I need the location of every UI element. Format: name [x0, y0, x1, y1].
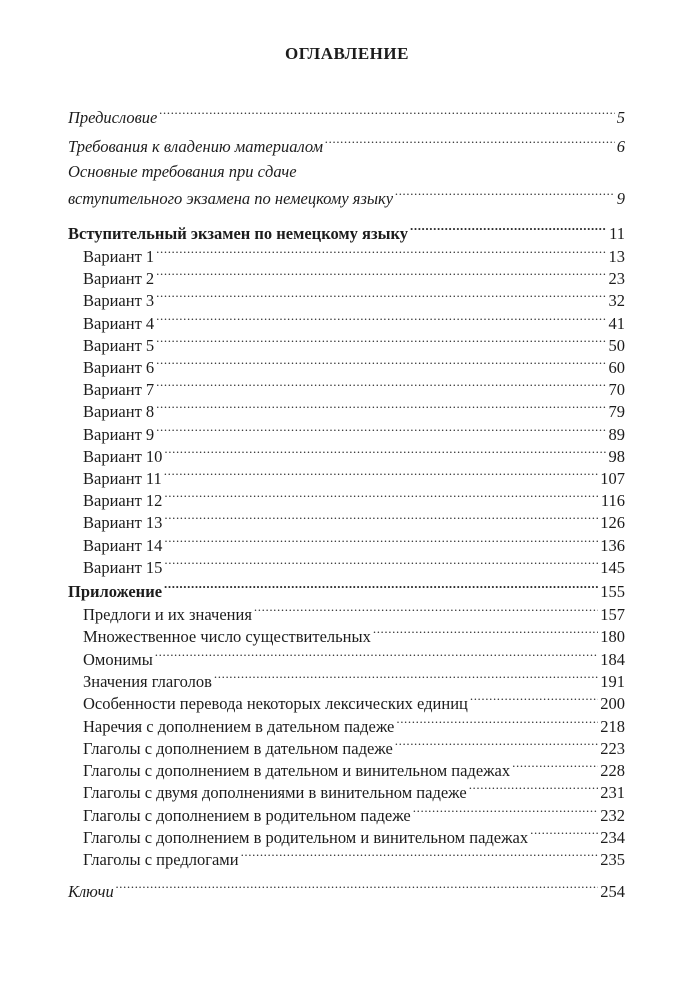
toc-page-number: 157 — [600, 605, 625, 624]
toc-entry-label: Требования к владению материалом — [68, 137, 324, 156]
toc-entry-variant[interactable] — [83, 242, 625, 266]
toc-entry-label: Вариант 8 — [83, 402, 155, 422]
toc-page-number: 116 — [600, 491, 625, 511]
toc-entry-label: Предисловие — [68, 108, 158, 127]
dot-leader — [241, 845, 599, 865]
toc-entry-appendix-item[interactable] — [83, 712, 625, 736]
toc-page-number: 235 — [600, 850, 625, 870]
toc-page-number: 11 — [609, 224, 625, 243]
toc-entry-requirements-exam[interactable] — [68, 184, 625, 208]
toc-entry-appendix-item[interactable] — [83, 645, 625, 669]
dot-leader — [214, 667, 598, 687]
toc-entry-label: Вариант 10 — [83, 446, 163, 466]
toc-entry-appendix-item[interactable] — [83, 689, 625, 714]
dot-leader — [470, 689, 598, 709]
toc-entry-label: Вступительный экзамен по немецкому языку — [68, 224, 408, 243]
toc-page-number: 70 — [608, 380, 625, 400]
dot-leader — [164, 464, 598, 484]
toc-entry-appendix-item[interactable] — [83, 600, 625, 624]
toc-page-number: 50 — [608, 335, 625, 355]
dot-leader — [156, 286, 606, 306]
toc-page-number: 79 — [608, 402, 625, 422]
toc-entry-label: Вариант 9 — [83, 424, 155, 444]
dot-leader — [395, 184, 615, 204]
page-title: ОГЛАВЛЕНИЕ — [285, 44, 409, 63]
dot-leader — [164, 531, 598, 551]
toc-page-number: 9 — [616, 189, 625, 208]
toc-entry-variant[interactable] — [83, 531, 625, 555]
toc-entry-variant[interactable] — [83, 309, 625, 333]
dot-leader — [156, 397, 606, 417]
toc-entry-appendix-item[interactable] — [83, 778, 625, 803]
dot-leader — [413, 801, 598, 821]
toc-entry-requirements-line1[interactable]: Основные требования при сдаче — [68, 162, 297, 181]
toc-page-number: 5 — [616, 108, 625, 127]
toc-page-number: 184 — [600, 649, 625, 669]
toc-page-number: 41 — [608, 313, 625, 333]
toc-entry-label: Значения глаголов — [83, 671, 212, 691]
toc-page-number: 218 — [600, 716, 625, 736]
toc-entry-variant[interactable] — [83, 553, 625, 577]
toc-entry-label: Глаголы с дополнением в родительном падеже — [83, 805, 411, 825]
dot-leader — [156, 309, 606, 329]
dot-leader — [156, 264, 606, 284]
toc-page-number: 191 — [600, 671, 625, 691]
toc-page-number: 89 — [608, 424, 625, 444]
dot-leader — [530, 823, 598, 843]
toc-page-number: 234 — [600, 828, 625, 847]
toc-page-number: 180 — [600, 627, 625, 647]
toc-entry-label: Омонимы — [83, 649, 153, 669]
toc-entry-label: Вариант 2 — [83, 269, 155, 289]
toc-entry-appendix-item[interactable] — [83, 667, 625, 691]
toc-entry-variant[interactable] — [83, 442, 625, 466]
toc-section-exam[interactable] — [68, 219, 625, 243]
toc-entry-label: Вариант 14 — [83, 535, 163, 555]
dot-leader — [164, 577, 598, 597]
dot-leader — [395, 734, 598, 754]
toc-page-number: 13 — [608, 247, 625, 266]
toc-entry-label: Глаголы с двумя дополнениями в винительном падеже — [83, 783, 467, 803]
dot-leader — [325, 132, 615, 152]
toc-entry-variant[interactable] — [83, 331, 625, 355]
dot-leader — [164, 486, 598, 506]
toc-section-appendix[interactable] — [68, 577, 625, 601]
toc-entry-appendix-item[interactable] — [83, 801, 625, 825]
dot-leader — [254, 600, 598, 620]
toc-entry-requirements-mastery[interactable] — [68, 132, 625, 156]
dot-leader — [396, 712, 598, 732]
toc-entry-label: Вариант 7 — [83, 380, 155, 400]
toc-page-number: 60 — [608, 358, 625, 377]
toc-entry-preface[interactable] — [68, 103, 625, 127]
toc-entry-variant[interactable] — [83, 264, 625, 289]
toc-entry-label: Глаголы с предлогами — [83, 850, 239, 870]
dot-leader — [156, 375, 606, 395]
toc-entry-appendix-item[interactable] — [83, 756, 625, 781]
dot-leader — [156, 420, 606, 440]
dot-leader — [156, 242, 606, 262]
toc-page-number: 32 — [608, 291, 625, 311]
toc-page-number: 155 — [600, 582, 625, 601]
toc-entry-label: Вариант 11 — [83, 469, 162, 488]
toc-entry-keys[interactable] — [68, 877, 625, 901]
toc-page-number: 126 — [600, 513, 625, 533]
dot-leader — [155, 645, 598, 665]
toc-entry-label: Множественное число существительных — [83, 627, 371, 647]
dot-leader — [164, 442, 606, 462]
dot-leader — [164, 553, 598, 573]
toc-entry-variant[interactable] — [83, 464, 625, 488]
dot-leader — [469, 778, 599, 798]
toc-entry-label: Вариант 13 — [83, 513, 163, 533]
toc-entry-label: Предлоги и их значения — [83, 605, 252, 624]
toc-entry-appendix-item[interactable] — [83, 734, 625, 758]
toc-entry-label: Вариант 12 — [83, 491, 163, 511]
toc-page-number: 254 — [600, 882, 625, 901]
toc-page-number: 23 — [608, 269, 625, 289]
toc-page-number: 136 — [600, 535, 625, 555]
toc-entry-label: Особенности перевода некоторых лексических единиц — [83, 694, 468, 714]
toc-entry-appendix-item[interactable] — [83, 845, 625, 870]
toc-entry-label: Приложение — [68, 582, 163, 601]
toc-entry-label: Глаголы с дополнением в родительном и винительном падежах — [83, 828, 529, 847]
toc-page-number: 223 — [600, 738, 625, 758]
toc-page-number: 145 — [600, 557, 625, 577]
toc-entry-variant[interactable] — [83, 420, 625, 444]
toc-entry-appendix-item[interactable] — [83, 823, 625, 847]
toc-entry-label: Вариант 1 — [83, 247, 155, 266]
toc-page-number: 231 — [600, 783, 625, 803]
toc-entry-label: Наречия с дополнением в дательном падеже — [83, 716, 395, 736]
toc-entry-label: Вариант 3 — [83, 291, 155, 311]
toc-page-number: 232 — [600, 805, 625, 825]
toc-entry-variant[interactable] — [83, 286, 625, 311]
toc-entry-variant[interactable] — [83, 508, 625, 533]
toc-entry-label: вступительного экзамена по немецкому языку — [68, 189, 394, 208]
toc-entry-label: Вариант 6 — [83, 358, 155, 377]
toc-entry-label: Глаголы с дополнением в дательном падеже — [83, 738, 393, 758]
toc-entry-label: Глаголы с дополнением в дательном и винительном падежах — [83, 761, 511, 781]
dot-leader — [512, 756, 598, 776]
toc-entry-label: Ключи — [68, 882, 114, 901]
dot-leader — [164, 508, 598, 528]
toc-entry-label: Вариант 5 — [83, 335, 155, 355]
toc-page-number: 228 — [600, 761, 625, 781]
dot-leader — [156, 353, 606, 373]
dot-leader — [410, 219, 607, 239]
toc-page-number: 200 — [600, 694, 625, 714]
toc-entry-appendix-item[interactable] — [83, 622, 625, 647]
dot-leader — [156, 331, 606, 351]
toc-entry-variant[interactable] — [83, 353, 625, 377]
toc-page-number: 107 — [600, 469, 625, 488]
toc-page-number: 98 — [608, 446, 625, 466]
dot-leader — [373, 622, 598, 642]
toc-entry-label: Вариант 4 — [83, 313, 155, 333]
toc-entry-label: Вариант 15 — [83, 557, 163, 577]
toc-entry-variant[interactable] — [83, 486, 625, 511]
toc-page-number: 6 — [616, 137, 625, 156]
dot-leader — [116, 877, 599, 897]
dot-leader — [159, 103, 614, 123]
toc-entry-variant[interactable] — [83, 375, 625, 400]
toc-entry-variant[interactable] — [83, 397, 625, 422]
